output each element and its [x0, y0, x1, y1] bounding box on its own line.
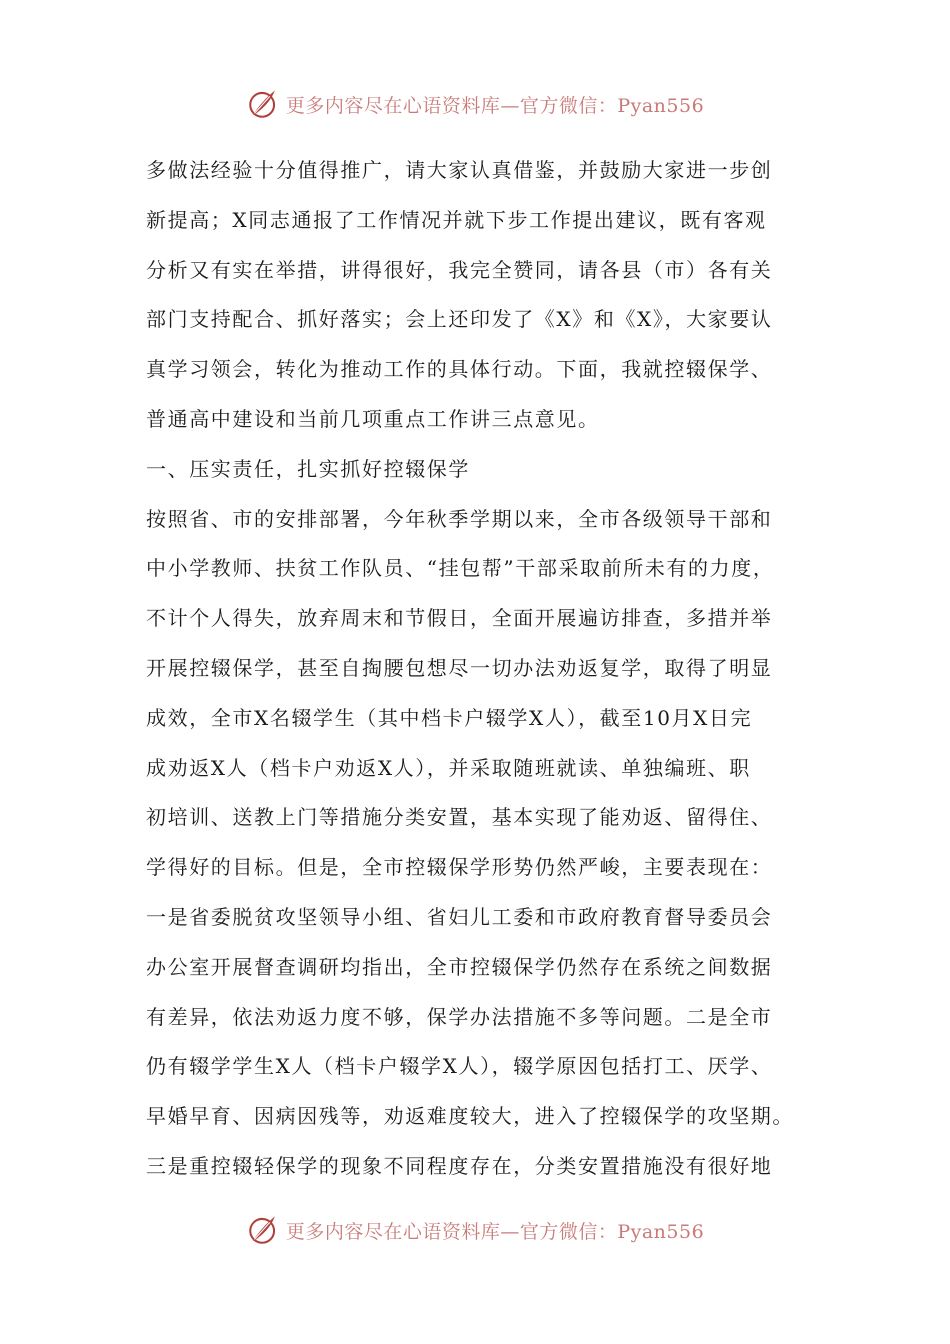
text-line: 按照省、市的安排部署，今年秋季学期以来，全市各级领导干部和 [146, 506, 773, 531]
text-line: 成劝返X人（档卡户劝返X人），并采取随班就读、单独编班、职 [146, 755, 751, 780]
quill-pen-circle-icon [246, 87, 280, 121]
text-line: 普通高中建设和当前几项重点工作讲三点意见。 [146, 406, 600, 431]
footer-watermark [0, 1210, 950, 1250]
watermark-text: 更多内容尽在心语资料库—官方微信：Pyan556 [285, 1220, 705, 1243]
text-line: 学得好的目标。但是，全市控辍保学形势仍然严峻，主要表现在： [146, 855, 773, 880]
text-line: 早婚早育、因病因残等，劝返难度较大，进入了控辍保学的攻坚期。 [146, 1104, 794, 1129]
text-line: 分析又有实在举措，讲得很好，我完全赞同，请各县（市）各有关 [146, 257, 773, 282]
text-line: 初培训、送教上门等措施分类安置，基本实现了能劝返、留得住、 [146, 805, 773, 830]
document-body [146, 150, 826, 1196]
text-line: 多做法经验十分值得推广，请大家认真借鉴，并鼓励大家进一步创 [146, 158, 773, 182]
text-line: 不计个人得失，放弃周末和节假日，全面开展遍访排查，多措并举 [146, 606, 773, 631]
text-line: 部门支持配合、抓好落实；会上还印发了《X》和《X》，大家要认 [146, 307, 773, 332]
quill-pen-circle-icon [246, 1213, 280, 1247]
text-line: 成效，全市X名辍学生（其中档卡户辍学X人），截至10月X日完 [146, 705, 753, 730]
text-line: 一是省委脱贫攻坚领导小组、省妇儿工委和市政府教育督导委员会 [146, 904, 773, 929]
header-watermark [0, 84, 950, 124]
text-line: 真学习领会，转化为推动工作的具体行动。下面，我就控辍保学、 [146, 357, 773, 382]
text-line: 新提高；X同志通报了工作情况并就下步工作提出建议，既有客观 [146, 207, 767, 232]
section-heading: 一、压实责任，扎实抓好控辍保学 [146, 456, 470, 481]
text-line: 三是重控辍轻保学的现象不同程度存在，分类安置措施没有很好地 [146, 1153, 773, 1178]
watermark-text: 更多内容尽在心语资料库—官方微信：Pyan556 [285, 94, 705, 117]
text-line: 有差异，依法劝返力度不够，保学办法措施不多等问题。二是全市 [146, 1004, 773, 1029]
text-line: 仍有辍学学生X人（档卡户辍学X人），辍学原因包括打工、厌学、 [146, 1054, 773, 1079]
text-line: 开展控辍保学，甚至自掏腰包想尽一切办法劝返复学，取得了明显 [146, 655, 773, 680]
text-line: 中小学教师、扶贫工作队员、“挂包帮”干部采取前所未有的力度， [146, 556, 775, 581]
text-line: 办公室开展督查调研均指出，全市控辍保学仍然存在系统之间数据 [146, 954, 773, 979]
